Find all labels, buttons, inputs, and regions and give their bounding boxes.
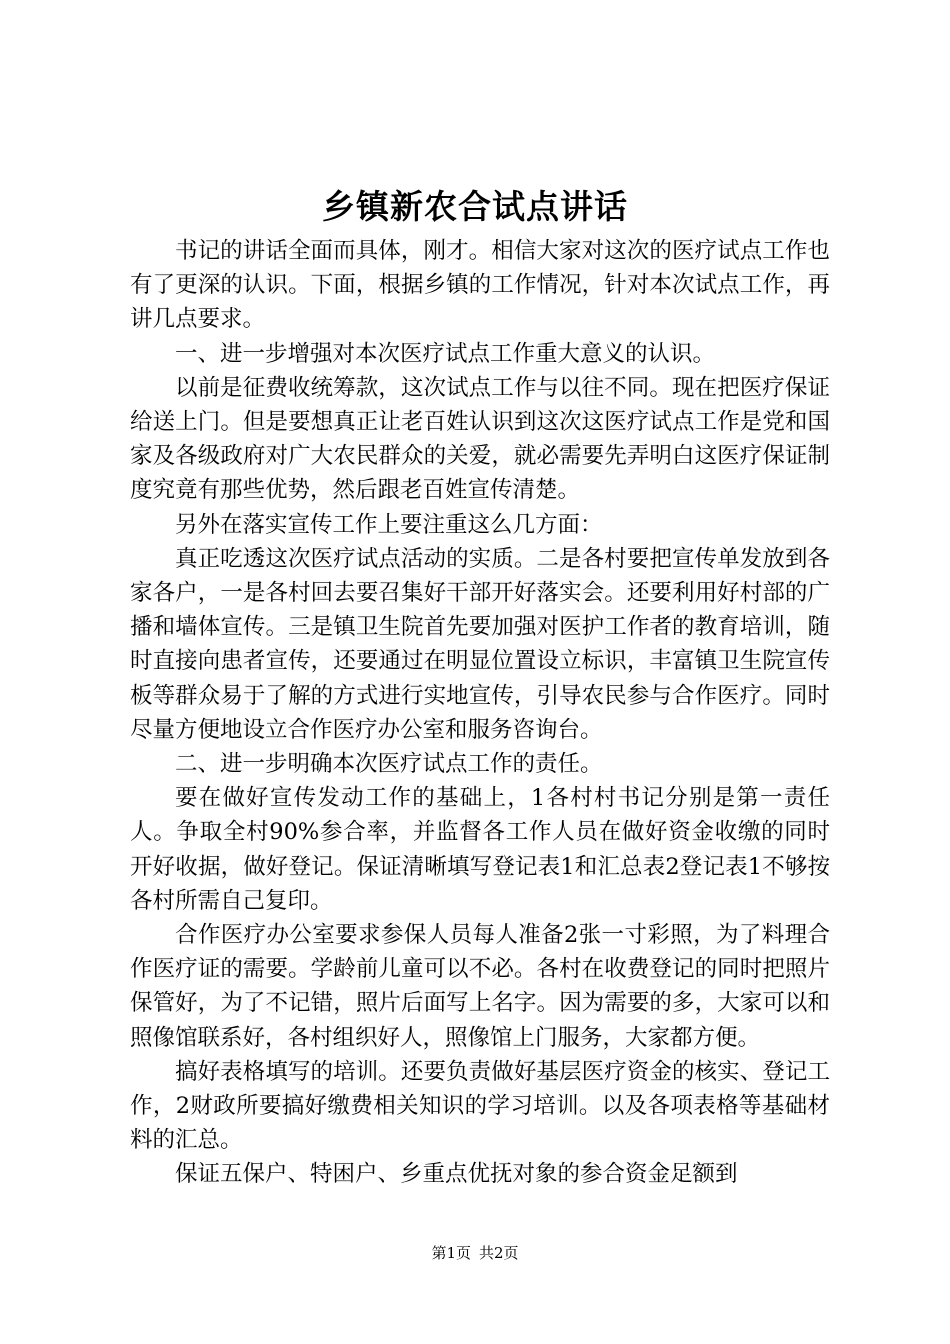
paragraph: 合作医疗办公室要求参保人员每人准备2张一寸彩照，为了料理合作医疗证的需要。学龄前儿童可以不必。各村在收费登记的同时把照片保管好，为了不记错，照片后面写上名字。因为需要的多，大家可以和照像馆联系好，各村组织好人，照像馆上门服务，大家都方便。 — [130, 922, 830, 1051]
paragraph: 搞好表格填写的培训。还要负责做好基层医疗资金的核实、登记工作，2财政所要搞好缴费相关知识的学习培训。以及各项表格等基础材料的汇总。 — [130, 1058, 830, 1154]
section-heading: 一、进一步增强对本次医疗试点工作重大意义的认识。 — [175, 340, 716, 367]
section-heading: 二、进一步明确本次医疗试点工作的责任。 — [175, 751, 603, 778]
paragraph: 要在做好宣传发动工作的基础上，1各村村书记分别是第一责任人。争取全村90%参合率，并监督各工作人员在做好资金收缴的同时开好收据，做好登记。保证清晰填写登记表1和汇总表2登记表1不够按各村所需自己复印。 — [130, 785, 830, 914]
document-body — [130, 234, 830, 1192]
page-number-current: 第1页 — [431, 1244, 471, 1262]
paragraph: 书记的讲话全面而具体，刚才。相信大家对这次的医疗试点工作也有了更深的认识。下面，根据乡镇的工作情况，针对本次试点工作，再讲几点要求。 — [130, 238, 830, 333]
paragraph: 另外在落实宣传工作上要注重这么几方面： — [175, 511, 603, 538]
document-title: 乡镇新农合试点讲话 — [322, 187, 628, 226]
page-footer — [0, 1242, 950, 1264]
paragraph: 保证五保户、特困户、乡重点优抚对象的参合资金足额到 — [175, 1161, 738, 1188]
paragraph: 以前是征费收统筹款，这次试点工作与以往不同。现在把医疗保证给送上门。但是要想真正让老百姓认识到这次这医疗试点工作是党和国家及各级政府对广大农民群众的关爱，就必需要先弄明白这医疗保证制度究竟有那些优势，然后跟老百姓宣传清楚。 — [130, 374, 830, 504]
paragraph: 真正吃透这次医疗试点活动的实质。二是各村要把宣传单发放到各家各户，一是各村回去要召集好干部开好落实会。还要利用好村部的广播和墙体宣传。三是镇卫生院首先要加强对医护工作者的教育培训，随时直接向患者宣传，还要通过在明显位置设立标识，丰富镇卫生院宣传板等群众易于了解的方式进行实地宣传，引导农民参与合作医疗。同时尽量方便地设立合作医疗办公室和服务咨询台。 — [130, 545, 830, 743]
page-number-total: 共2页 — [479, 1244, 519, 1262]
